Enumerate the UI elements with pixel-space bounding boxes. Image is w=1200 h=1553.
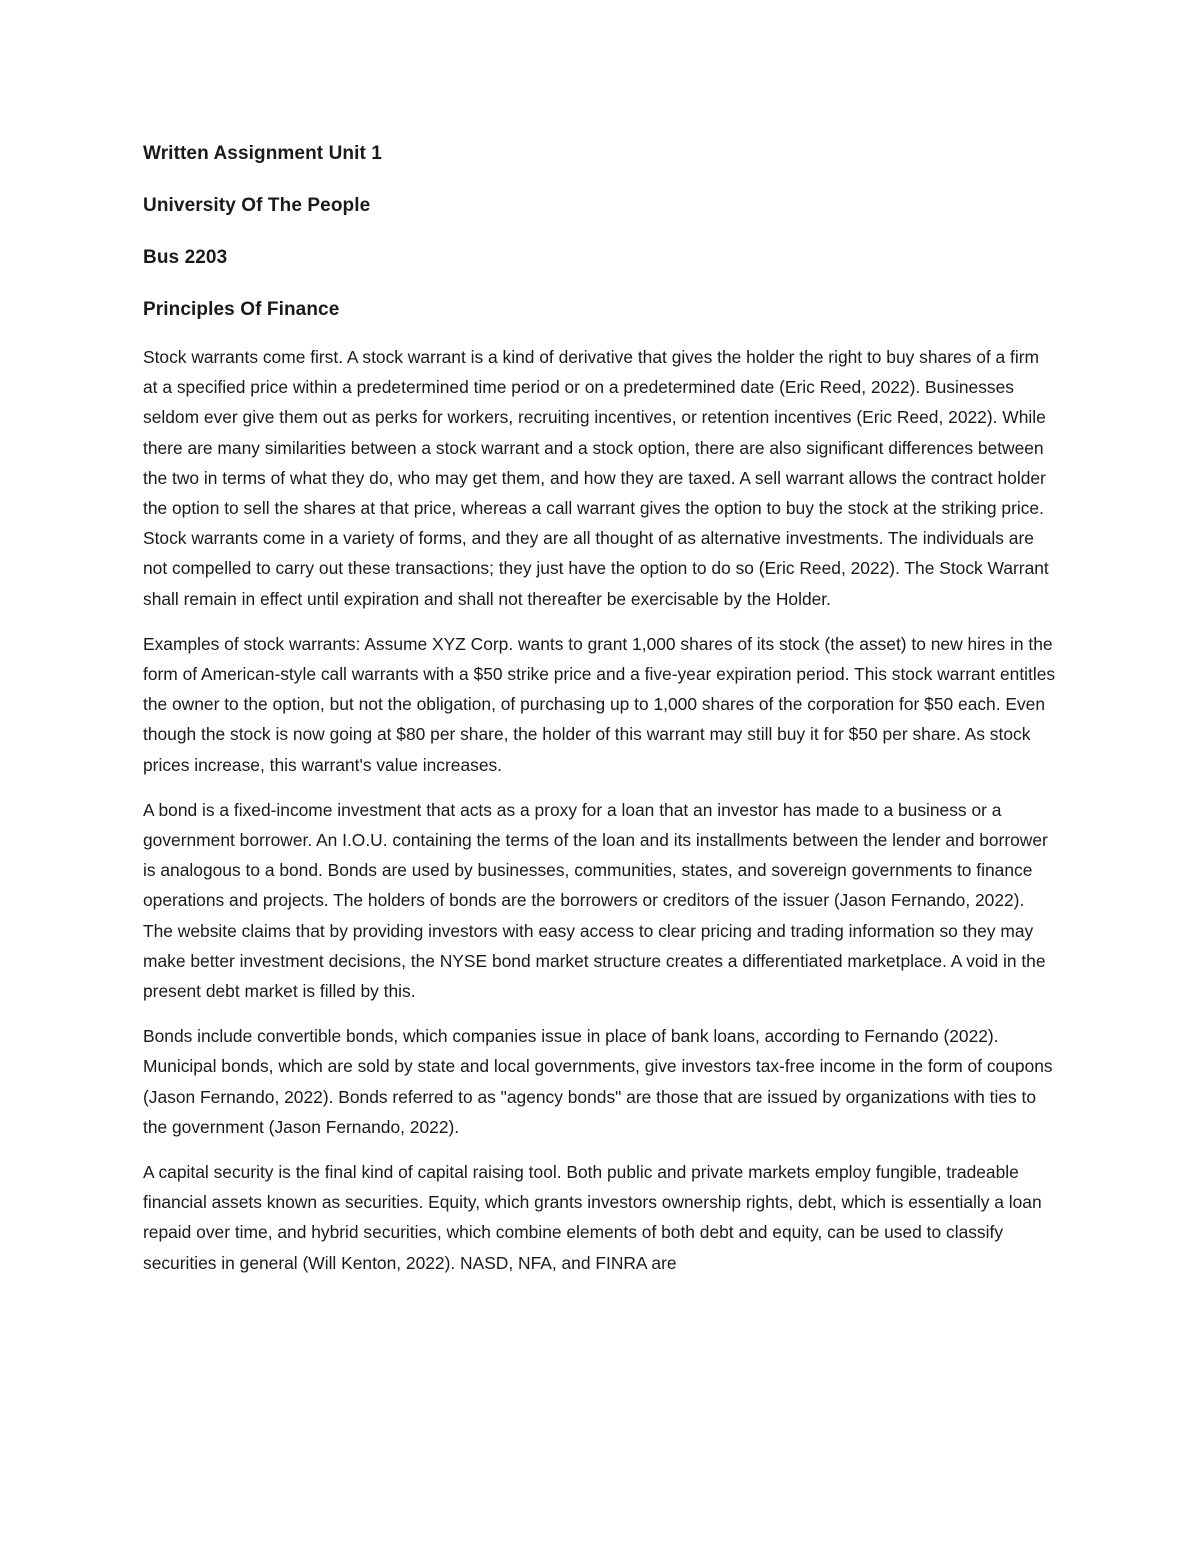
paragraph-stock-warrants: Stock warrants come first. A stock warrant is a kind of derivative that gives the holder the right to buy shares of a firm at a specified price within a predetermined time period or on a predetermined date (Eric Reed, 2022). Businesses seldom ever give them out as perks for workers, recruiting incentives, or retention incentives (Eric Reed, 2022). While there are many similarities between a stock warrant and a stock option, there are also significant differences between the two in terms of what they do, who may get them, and how they are taxed. A sell warrant allows the contract holder the option to sell the shares at that price, whereas a call warrant gives the option to buy the stock at the striking price. Stock warrants come in a variety of forms, and they are all thought of as alternative investments. The individuals are not compelled to carry out these transactions; they just have the option to do so (Eric Reed, 2022). The Stock Warrant shall remain in effect until expiration and shall not thereafter be exercisable by the Holder.: [143, 347, 1049, 609]
paragraph-bonds-definition: A bond is a fixed-income investment that acts as a proxy for a loan that an investor has made to a business or a government borrower. An I.O.U. containing the terms of the loan and its installments between the lender and borrower is analogous to a bond. Bonds are used by businesses, communities, states, and sovereign governments to finance operations and projects. The holders of bonds are the borrowers or creditors of the issuer (Jason Fernando, 2022). The website claims that by providing investors with easy access to clear pricing and trading information so they may make better investment decisions, the NYSE bond market structure creates a differentiated marketplace. A void in the present debt market is filled by this.: [143, 799, 1048, 1002]
course-code: Bus 2203: [143, 247, 228, 268]
university-name: University Of The People: [143, 195, 371, 216]
paragraph-bond-types: Bonds include convertible bonds, which companies issue in place of bank loans, according to Fernando (2022). Municipal bonds, which are sold by state and local governments, give investors tax-free income in the form of coupons (Jason Fernando, 2022). Bonds referred to as "agency bonds" are those that are issued by organizations with ties to the government (Jason Fernando, 2022).: [143, 1026, 1053, 1137]
course-name: Principles Of Finance: [143, 299, 340, 320]
paragraph-capital-securities: A capital security is the final kind of capital raising tool. Both public and private markets employ fungible, tradeable financial assets known as securities. Equity, which grants investors ownership rights, debt, which is essentially a loan repaid over time, and hybrid securities, which combine elements of both debt and equity, can be used to classify securities in general (Will Kenton, 2022). NASD, NFA, and FINRA are: [143, 1162, 1042, 1273]
paragraph-warrant-examples: Examples of stock warrants: Assume XYZ Corp. wants to grant 1,000 shares of its stock (the asset) to new hires in the form of American-style call warrants with a $50 strike price and a five-year expiration period. This stock warrant entitles the owner to the option, but not the obligation, of purchasing up to 1,000 shares of the corporation for $50 each. Even though the stock is now going at $80 per share, the holder of this warrant may still buy it for $50 per share. As stock prices increase, this warrant's value increases.: [143, 633, 1056, 775]
document-body: [143, 142, 1058, 1293]
assignment-title: Written Assignment Unit 1: [143, 143, 382, 164]
